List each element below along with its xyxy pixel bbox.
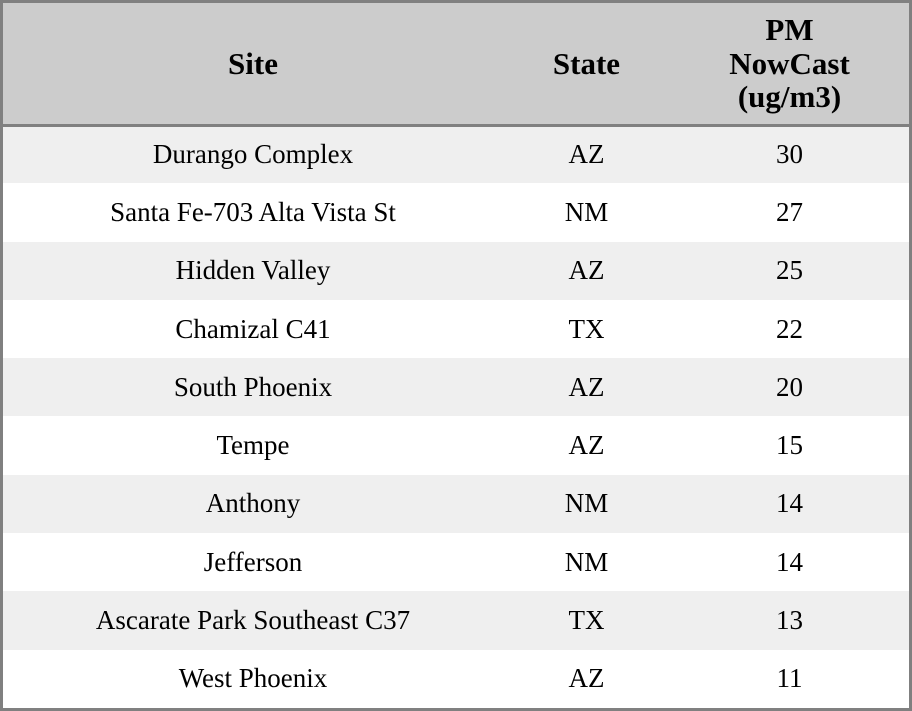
column-header-pm-line1: PM (765, 12, 814, 48)
column-header-pm-nowcast (670, 3, 909, 125)
cell-pm: 27 (776, 196, 803, 227)
table-row (3, 591, 909, 649)
cell-site: Tempe (216, 430, 290, 461)
cell-state: TX (568, 605, 605, 636)
table-header-row (3, 3, 909, 125)
table-row (3, 183, 909, 241)
column-header-site (3, 3, 503, 125)
table-body (3, 125, 909, 708)
table-row (3, 242, 909, 300)
cell-pm: 25 (776, 255, 803, 286)
air-quality-table (3, 3, 909, 708)
table-row (3, 125, 909, 183)
cell-site: Hidden Valley (175, 255, 331, 286)
cell-state: NM (564, 196, 609, 227)
cell-state: NM (564, 488, 609, 519)
column-header-site-label: Site (228, 45, 278, 81)
cell-site: Ascarate Park Southeast C37 (95, 605, 411, 636)
table-row (3, 650, 909, 708)
cell-state: AZ (568, 371, 605, 402)
table-row (3, 475, 909, 533)
cell-site: Santa Fe-703 Alta Vista St (110, 196, 396, 227)
cell-site: Chamizal C41 (175, 313, 331, 344)
cell-state: AZ (568, 139, 605, 170)
cell-site: Jefferson (203, 546, 303, 577)
table-row (3, 300, 909, 358)
cell-pm: 20 (776, 371, 803, 402)
column-header-state-label: State (552, 45, 621, 81)
cell-site: Durango Complex (152, 139, 354, 170)
cell-state: TX (568, 313, 605, 344)
cell-site: South Phoenix (173, 371, 333, 402)
column-header-pm-line3: (ug/m3) (737, 78, 842, 114)
cell-pm: 15 (776, 430, 803, 461)
cell-state: NM (564, 546, 609, 577)
cell-site: West Phoenix (178, 663, 328, 694)
cell-state: AZ (568, 430, 605, 461)
cell-pm: 30 (776, 139, 803, 170)
cell-pm: 22 (776, 313, 803, 344)
table-row (3, 533, 909, 591)
cell-site: Anthony (205, 488, 301, 519)
cell-pm: 14 (776, 488, 803, 519)
cell-pm: 14 (776, 546, 803, 577)
table-header (3, 3, 909, 125)
column-header-pm-line2: NowCast (729, 45, 850, 81)
cell-state: AZ (568, 663, 605, 694)
cell-state: AZ (568, 255, 605, 286)
cell-pm: 13 (776, 605, 803, 636)
cell-pm: 11 (776, 663, 803, 694)
table-row (3, 416, 909, 474)
table-row (3, 358, 909, 416)
column-header-state (503, 3, 670, 125)
